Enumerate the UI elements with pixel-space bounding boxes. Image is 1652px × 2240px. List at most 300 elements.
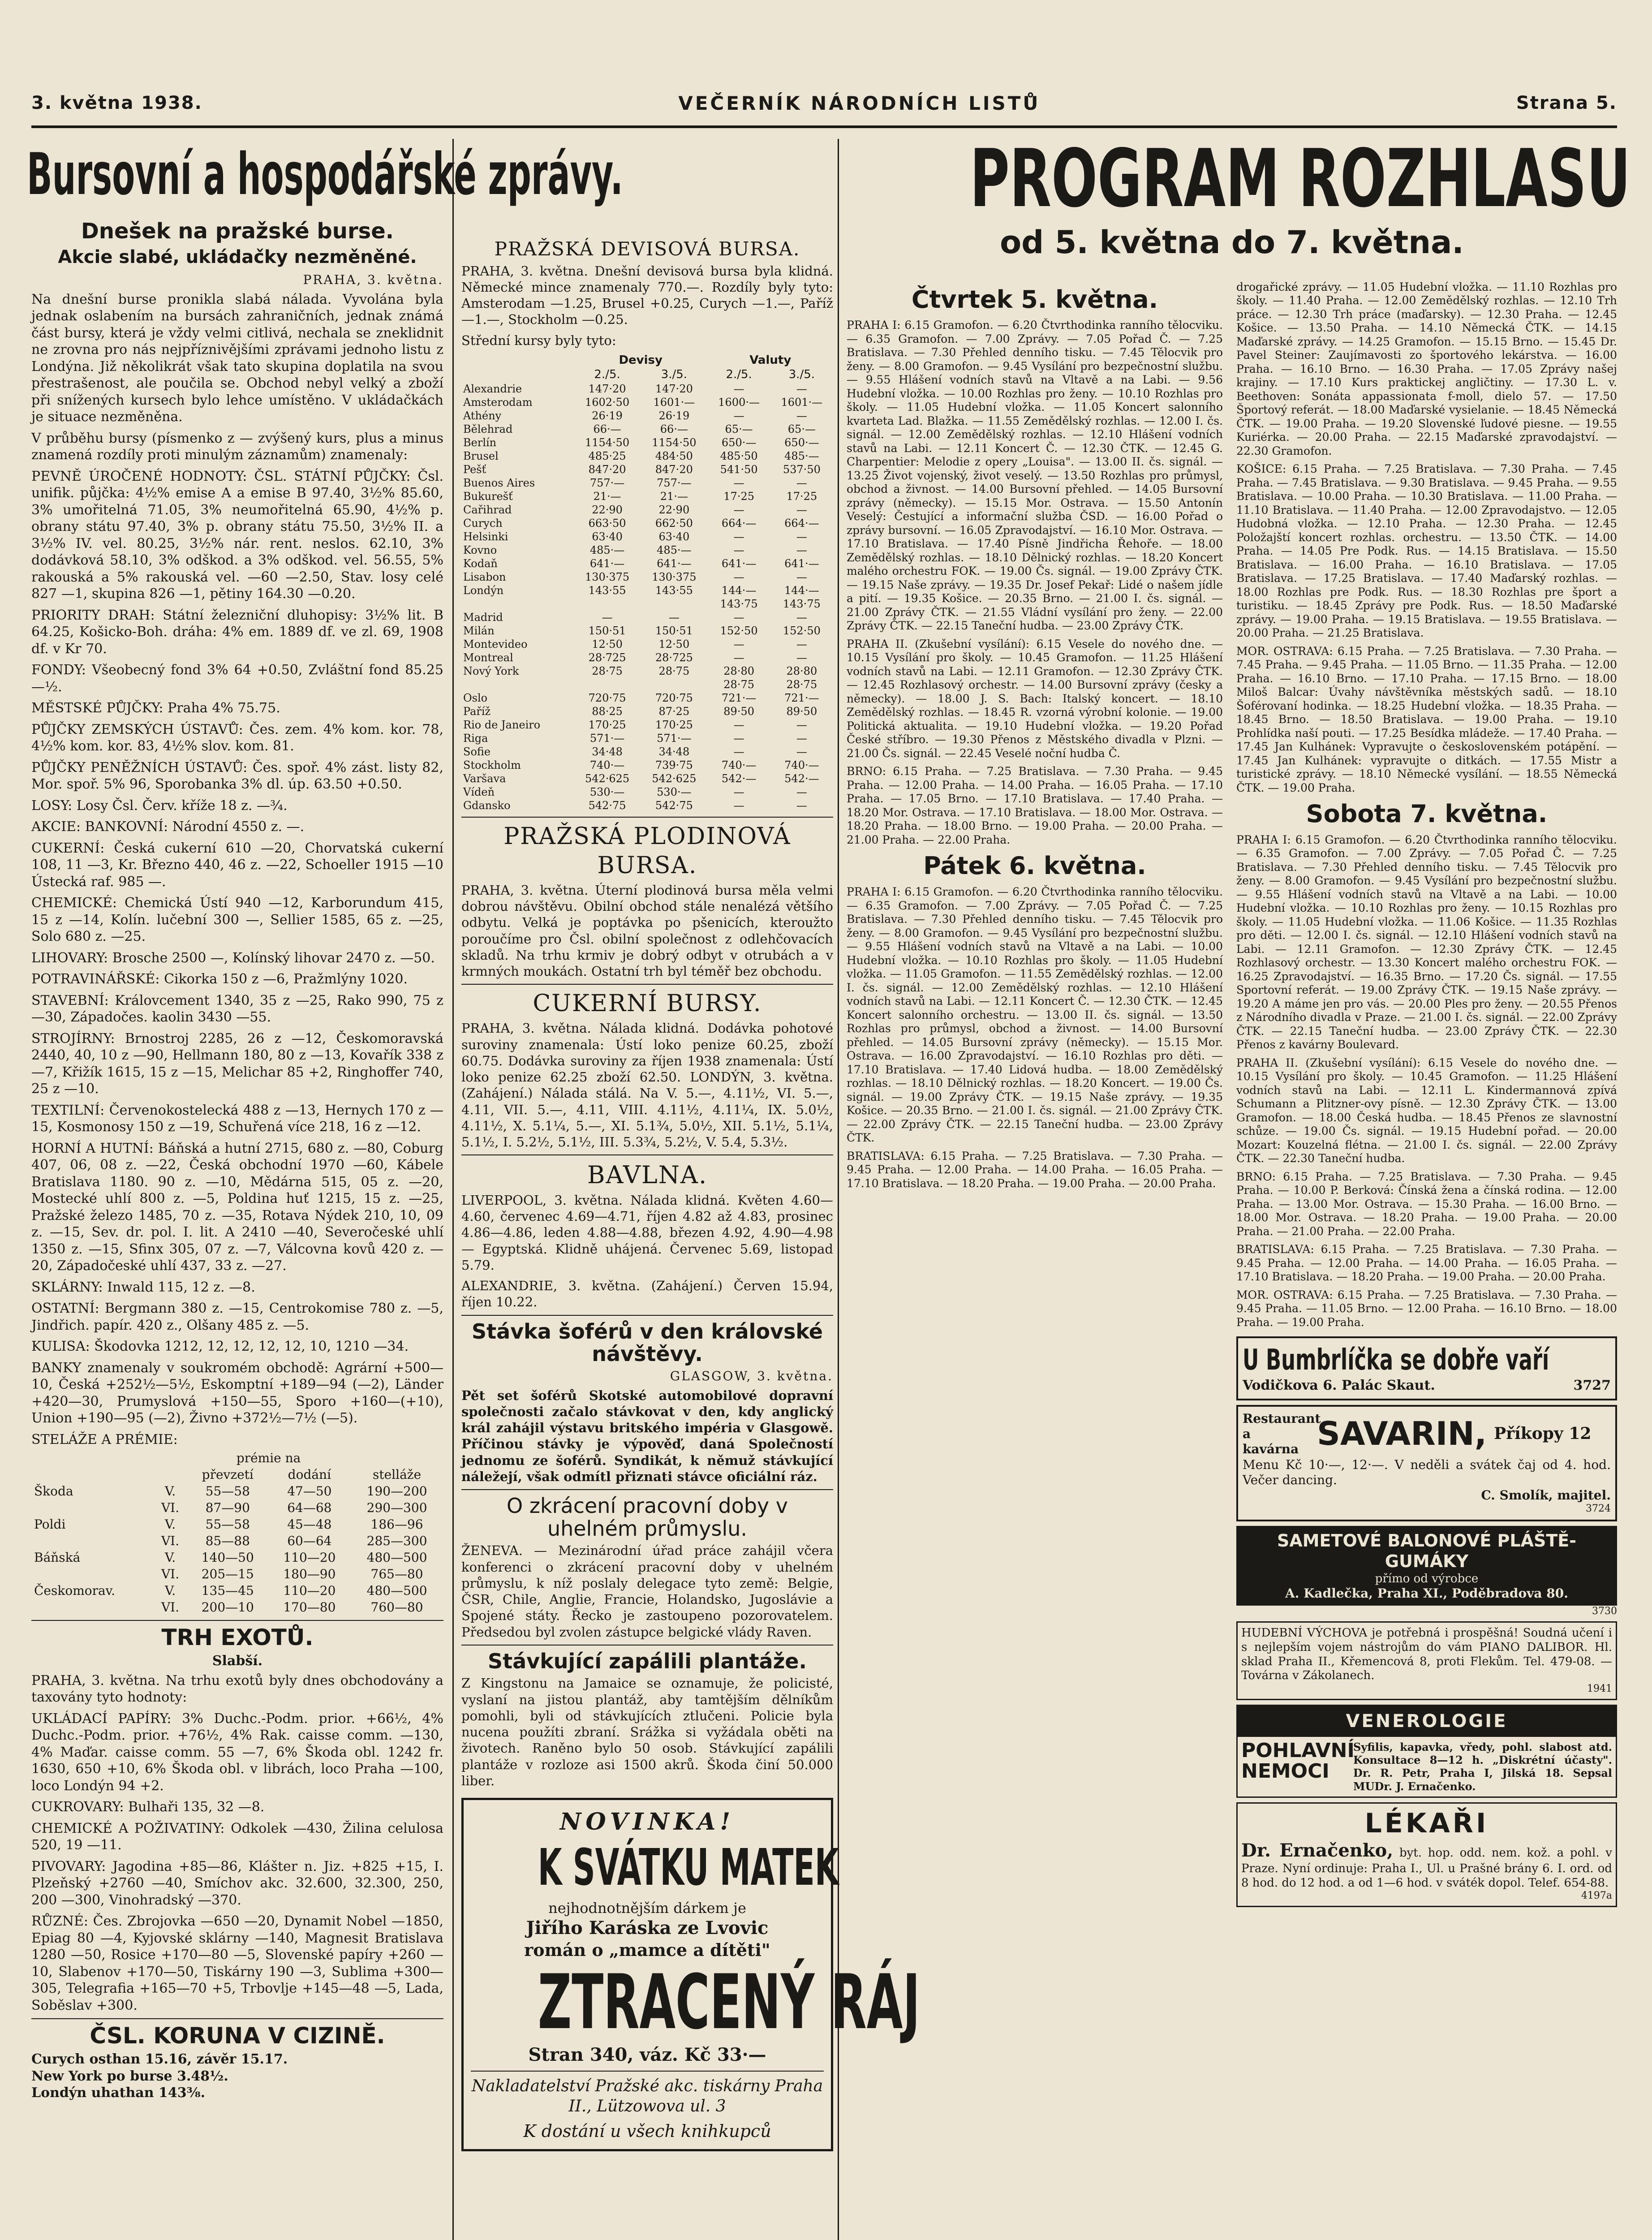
rate-cell: 144·— [784,584,819,597]
plantaze-paragraph: Z Kingstonu na Jamaice se oznamuje, že policisté, vyslaní na jistou plantáž, aby tamtějším dělníkům pomohli, byli od stávkujících ztlučeni. Policie byla nucena použíti zbraní. Srážka si vyžádala oběti na životech. Raněno bylo 50 osob. Stávkující zapálili plantáže v rozloze asi 1500 akrů. Škoda činí 50.000 liber. [461,1676,833,1788]
rate-cell: — [733,651,744,664]
devisy-row [461,664,833,678]
premie-cell: 186—96 [370,1517,423,1532]
rate-cell: 664·— [784,517,819,530]
premie-cell: 200—10 [201,1600,254,1615]
premie-cell: VI. [161,1567,180,1582]
premie-cell [31,1533,154,1549]
rate-cell: 88·25 [592,705,623,718]
premie-cell: 480—500 [366,1550,427,1565]
premie-cell: 290—300 [366,1500,427,1516]
trh-paragraph: RŮZNÉ: Čes. Zbrojovka —650 —20, Dynamit Nobel —1850, Epiag 80 —4, Kyjovské sklárny —140, Magnesit Bratislava 1280 —50, Rosice +170—80 —5, Slovenské papíry +260 —10, Slabenov +170—50, Tiskárny 190 —3, Sublima +300—305, Telegrafia +165—70 +5, Trbovlje +145—48 —5, Lada, Soběslav +300. [31,1913,443,2013]
ad-venerologie [1236,1705,1617,1798]
rate-cell: — [796,732,807,745]
program-subtitle: od 5. května do 7. května. [1000,224,1464,261]
rate-cell: 530·— [589,785,625,798]
trh-subtitle: Slabší. [212,1653,263,1669]
burse-paragraph: Na dnešní burse pronikla slabá nálada. Vyvolána byla jednak oslabením na bursách zahraničních, jednak známá část bursy, která je vždy velmi citlivá, nechala se zneklidnit ne zrovna pro nás nejpříznivějšími zprávami jednoho listu z Londýna. Již několikrát však tato skupina doplatila na svou přestrašenost, ale poučila se. Obchod nebyl velký a zboží při snížených kursech bylo lehce umístěno. V ukládačkách je situace nezměněna. [31,291,443,425]
currency-place: Sofie [463,745,491,758]
rate-cell: 12·50 [658,638,690,650]
rate-cell: — [796,476,807,489]
cukerni-title: CUKERNÍ BURSY. [533,990,762,1017]
rate-cell: 130·375 [585,570,630,583]
devisy-row [461,476,833,490]
zkraceni-title: O zkrácení pracovní doby v uhelném průmyslu. [507,1494,788,1541]
ad-lekari [1236,1802,1617,1907]
rate-cell: 740·— [721,758,757,771]
currency-place: Berlín [463,436,497,449]
program-title: PROGRAM ROZHLASU [970,132,1631,225]
currency-place [461,678,574,691]
rate-cell: 542·75 [588,799,626,812]
premie-cell: Českomorav. [34,1583,116,1598]
date-col: 2./5. [726,368,752,382]
devisy-table [461,353,833,812]
plantaze-title: Stávkující zapálili plantáže. [488,1649,807,1673]
rate-cell: — [796,638,807,650]
rate-cell: 28·725 [655,651,693,664]
rate-cell: 641·— [589,557,625,570]
rate-cell: 28·75 [723,678,754,691]
rate-cell: 66·— [593,422,621,435]
devisy-row [461,772,833,785]
currency-place: Kodaň [463,557,498,570]
premie-cell: Škoda [34,1484,73,1499]
devisy-row [461,449,833,463]
rate-cell: 537·50 [783,463,821,476]
rate-cell: — [733,638,744,650]
burse-paragraph: V průběhu bursy (písmenko z — zvýšený kurs, plus a minus znamená rozdíly proti minulým záznamům) znamenaly: [31,430,443,463]
rate-cell: 1154·50 [585,436,630,449]
rate-cell: — [796,785,807,798]
currency-place: Bělehrad [463,422,513,435]
rate-cell: 143·75 [720,597,758,610]
plodinova-paragraph: PRAHA, 3. května. Úterní plodinová bursa měla velmi dobrou návštěvu. Obilní obchod stále nenalézá většího odbytu. Velká je poptávka po pšenicích, kteroužto poroučíme pro Čsl. obilní společnost z odlehčovacích skladů. Na trhu krmiv je dobrý odbyt v otrubách a v krmných moukách. Ostatní trh byl téměř bez obchodu. [461,882,833,979]
ad-bumbrlicek-addr: Vodičkova 6. Palác Skaut. [1243,1378,1435,1394]
rate-cell: — [796,409,807,422]
rate-cell: 485·25 [588,449,626,462]
trh-title: TRH EXOTŮ. [161,1624,314,1651]
premie-row [31,1533,443,1549]
program-block: BRNO: 6.15 Praha. — 7.25 Bratislava. — 7.30 Praha. — 9.45 Praha. — 10.00 P. Berková: Čínská žena a čínská rodina. — 12.00 Praha. — 13.00 Mor. Ostrava. — 15.30 Praha. — 16.00 Brno. — 18.00 Mor. Ostrava. — 18.20 Praha. — 19.00 Praha. — 20.00 Praha. — 21.00 Praha. — 22.00 Praha. [1236,1170,1617,1238]
rate-cell [641,678,707,691]
premie-cell [31,1499,154,1516]
ad-svatek-matek: K SVÁTKU MATEK [538,1839,839,1897]
premie-cell: 135—45 [201,1583,254,1598]
rate-cell: — [796,570,807,583]
rate-cell: 65·— [787,422,816,435]
rate-cell: 740·— [589,758,625,771]
ad-number: 3724 [1586,1503,1611,1514]
ad-savarin-owner: C. Smolík, majitel. [1481,1487,1611,1503]
rate-cell: 1600·— [718,396,760,409]
currency-place: Vídeň [463,785,495,798]
rate-cell: — [733,476,744,489]
program-block: PRAHA I: 6.15 Gramofon. — 6.20 Čtvrthodinka ranního tělocviku. — 6.35 Gramofon. — 7.00 Zprávy. — 7.05 Pořad Č. — 7.25 Bratislava. — 7.30 Přehled denního tisku. — 7.45 Tělocvik pro ženy. — 8.00 Gramofon. — 9.45 Vysílání pro bezpečnostní službu. — 9.55 Hlášení vodních stavů na Vltavě a na Labi. — 10.00 Hudební vložka. — 10.10 Rozhlas pro ženy. — 10.15 Rozhlas pro školy. — 11.05 Hudební vložka. — 11.06 Košice. — 11.35 Rozhlas pro děti. — 12.00 I. čs. signál. — 12.10 Hlášení vodních stavů na Labi. — 12.11 Gramofon. — 12.30 Zprávy ČTK. — 12.45 Rozhlasový orchestr. — 13.30 Koncert malého orchestru FOK. — 16.25 Zpravodajství. — 16.35 Brno. — 17.20 Čs. signál. — 17.55 Sportovní referát. — 19.00 Zprávy ČTK. — 19.15 Naše zprávy. — 19.20 A máme jen pro vás. — 20.00 Ples pro ženy. — 20.55 Přenos z Národního divadla v Praze. — 21.00 I. čs. signál. — 22.00 Zprávy ČTK. — 22.15 Taneční hudba. — 23.00 Zprávy ČTK. — 22.30 Přenos z kavárny Boulevard. [1236,833,1617,1051]
ad-savarin-label: Restaurant a kavárna [1243,1411,1321,1457]
rate-cell: 662·50 [655,517,693,530]
rate-cell: 144·— [721,584,757,597]
rate-cell: — [668,611,680,624]
ad-lekari-title: LÉKAŘI [1364,1807,1489,1839]
rate-cell: 89·50 [786,705,817,718]
currency-place: Stockholm [463,758,521,771]
rate-cell: 530·— [657,785,692,798]
currency-place: Cařihrad [463,503,512,516]
currency-place: Montreal [463,651,513,664]
currency-place: Curych [463,517,503,530]
ad-savarin-name: SAVARIN, [1317,1415,1487,1453]
burse-paragraph: OSTATNÍ: Bergmann 380 z. —15, Centrokomise 780 z. —5, Jindřich. papír. 420 z., Olšany 485 z. —5. [31,1301,443,1333]
rate-cell: — [733,503,744,516]
currency-place: Paříž [463,705,491,718]
rate-cell [641,597,707,611]
trh-paragraph: PIVOVARY: Jagodina +85—86, Klášter n. Jiz. +825 +15, I. Plzeňský +2760 —40, Smíchov akc. 32.600, 32.300, 250, 200 —300, Vinohradský —370. [31,1858,443,1908]
bursovni-banner: Bursovní a hospodářské zprávy. [27,141,623,208]
rate-cell: — [796,382,807,395]
ad-number: 4197a [1581,1890,1612,1902]
ad-venerologie-left: POHLAVNÍ NEMOCI [1241,1739,1355,1783]
ad-plaste-addr: A. Kadlečka, Praha XI., Poděbradova 80. [1285,1586,1569,1601]
rate-cell: 1601·— [653,396,695,409]
ad-gift-line: nejhodnotnějším dárkem je [548,1900,746,1917]
burse-paragraph: FONDY: Všeobecný fond 3% 64 +0.50, Zvláštní fond 85.25 —½. [31,662,443,695]
burse-paragraph: SKLÁRNY: Inwald 115, 12 z. —8. [31,1279,255,1295]
burse-subtitle: Akcie slabé, ukládačky nezměněné. [58,246,417,267]
currency-place: Lisabon [463,570,506,583]
rate-cell: 34·48 [592,745,623,758]
currency-place: Milán [463,624,495,637]
program-block: MOR. OSTRAVA: 6.15 Praha. — 7.25 Bratislava. — 7.30 Praha. — 7.45 Praha. — 9.45 Praha. — 11.05 Brno. — 11.35 Praha. — 12.00 Praha. — 16.10 Brno. — 17.10 Praha. — 17.15 Brno. — 18.00 Miloš Balcar: Úvahy návštěvníka městských sadů. — 18.10 Šoférovaní hodinka. — 18.25 Hudební vložka. — 18.35 Praha. — 18.45 Brno. — 18.50 Bratislava. — 19.00 Praha. — 19.10 Prohlídka naší pouti. — 17.25 Besídka mládeže. — 17.40 Praha. — 17.45 Jan Kulhánek: Vypravujte o československém potápění. — 17.45 Jan Kulhánek: vypravujte o ditkách. — 17.55 Mistr a turistické zprávy. — 18.10 Německé vysílání. — 18.55 Německá ČTK. — 19.00 Praha. [1236,644,1617,794]
rate-cell: 170·25 [588,718,626,731]
devisy-header: Devisy [619,353,663,367]
premie-cell: 760—80 [370,1600,423,1615]
devisy-row [461,678,833,691]
premie-row [31,1516,443,1533]
zkraceni-paragraph: ŽENEVA. — Mezinárodní úřad práce zahájil včera konferenci o zkrácení pracovní doby v uhelném průmyslu, k níž poslaly delegace tyto země: Belgie, ČSR, Chile, Anglie, Francie, Holandsko, Jugoslávie a Spojené státy. Řecko je zastoupeno pozorovatelem. Předsedou byl zvolen zástupce belgické vlády Raven. [461,1543,833,1640]
premie-row [31,1483,443,1499]
premie-cell: 55—58 [205,1484,250,1499]
rate-cell: 571·— [657,732,692,745]
rate-cell: 757·— [657,476,692,489]
devisy-row [461,463,833,476]
burse-paragraph: STROJÍRNY: Brnostroj 2285, 26 z —12, Českomoravská 2440, 40, 10 z —90, Hellmann 180, 80 z —13, Kovařík 338 z —7, Křižík 1615, 15 z —15, Melichar 85 +2, Ringhoffer 740, 25 z —10. [31,1030,443,1097]
date-col: 2./5. [594,368,620,382]
burse-paragraph: HORNÍ A HUTNÍ: Báňská a hutní 2715, 680 z. —80, Coburg 407, 06, 08 z. —22, Česká obchodní 1970 —60, Kábele Bratislava 1180. 90 z. —10, Mědárna 515, 05 z. —20, Mostecké uhlí 800 z. —5, Poldina huť 1215, 15 z. —25, Pražské železo 1485, 70 z. —35, Rotava Nýdek 210, 10, 09 z. —15, Sev. dr. pol. I. lit. A 2410 —40, Severočeské uhlí 1350 z. —15, Sfinx 305, 07 z. —7, Válcovna kovů 420 z. —20, Západočeské uhlí 437, 33 z. —27. [31,1140,443,1274]
rate-cell: 1602·50 [585,396,630,409]
currency-place: Amsterodam [463,396,533,409]
stavka-paragraph: Pět set šoférů Skotské automobilové dopravní společnosti začalo stávkovat v den, kdy anglický král zahájil výstavu britského impéria v Glasgowě. Příčinou stávky je výpověď, daná Společností jednomu ze šoférů. Syndikát, k němuž stávkující náležejí, však odmítl přiznati stávce oficiální ráz. [461,1387,833,1484]
rate-cell: 130·375 [652,570,697,583]
ad-venerologie-title: VENEROLOGIE [1238,1706,1616,1737]
premie-cell: 170—80 [283,1600,336,1615]
ad-savarin-menu: Menu Kč 10·—, 12·—. V neděli a svátek čaj od 4. hod. Večer dancing. [1243,1457,1611,1487]
burse-dateline: PRAHA, 3. května. [303,272,443,287]
devisy-row [461,382,833,396]
koruna-line: Curych osthan 15.16, závěr 15.17. [31,2051,288,2068]
devisy-row [461,745,833,758]
rate-cell: 739·75 [655,758,693,771]
devisy-row [461,718,833,732]
ad-plaste [1236,1526,1617,1606]
ad-price: Stran 340, váz. Kč 33·— [528,2044,766,2065]
bavlna-title: BAVLNA. [587,1161,708,1189]
masthead [31,90,1617,116]
ad-availability: K dostání u všech knihkupců [523,2121,771,2141]
currency-place: Varšava [463,772,506,785]
currency-place: Montevideo [463,638,528,650]
date-col: 3./5. [788,368,815,382]
devisy-row [461,758,833,772]
paper-name: VEČERNÍK NÁRODNÍCH LISTŮ [678,92,1041,114]
cukerni-paragraph: PRAHA, 3. května. Nálada klidná. Dodávka pohotové suroviny znamenala: Ústí loko penize 60.25, zboží 60.75. Dodávka suroviny za říjen 1938 znamenala: Ústí loko penize 62.25 zboží 62.50. LONDÝN, 3. května. (Zahájení.) Nálada stálá. Na V. 5.—, 4.11½, VI. 5.—, 4.11, VII. 5.—, 4.11, VIII. 4.11½, 4.11¼, IX. 5.0½, 4.11½, X. 5.1¼, 5.—, XI. 5.1¾, 5.0½, XII. 5.1½, 5.1¼, 5.1½, I. 5.2½, 5.1½, III. 5.3¾, 5.2½, V. 5.4, 5.3½. [461,1021,833,1150]
program-block: KOŠICE: 6.15 Praha. — 7.25 Bratislava. — 7.30 Praha. — 7.45 Praha. — 7.45 Bratislava. — 9.30 Bratislava. — 9.45 Praha. — 9.55 Bratislava. — 10.00 Praha. — 10.30 Bratislava. — 11.00 Praha. — 11.10 Bratislava. — 11.40 Praha. — 12.00 Zpravodajstvo. — 12.05 Hudobná vložka. — 12.10 Praha. — 12.30 Praha. — 12.45 Položajští koncert rozhlas. orchestru. — 13.50 ČTK. — 14.00 Praha. — 14.05 Pre Podk. Rus. — 14.15 Bratislava. — 15.50 Bratislava. — 16.00 Praha. — 16.10 Bratislava. — 17.05 Bratislava. — 17.25 Bratislava. — 17.40 Maďarský rozhlas. — 18.00 Rozhlas pre Podk. Rus. — 18.30 Rozhlas pre šport a turistiku. — 18.45 Zprávy pre Podk. Rus. — 18.50 Maďarské zprávy. — 19.00 Praha. — 19.15 Bratislava. — 19.55 Bratislava. — 20.00 Praha. — 21.25 Bratislava. [1236,462,1617,639]
rate-cell: 143·55 [655,584,693,597]
rate-cell: 28·80 [786,664,817,677]
rate-cell: 641·— [721,557,757,570]
page-number: Strana 5. [1516,93,1617,113]
devisy-row [461,503,833,517]
premie-cell: 47—50 [287,1484,332,1499]
currency-place: Nový York [463,664,519,677]
ad-publisher: Nakladatelství Pražské akc. tiskárny Praha II., Lützowova ul. 3 [471,2076,823,2115]
rate-cell: — [733,718,744,731]
premie-cell: Poldi [34,1517,66,1532]
rate-cell: 152·50 [783,624,821,637]
koruna-line: Londýn uhathan 143⅜. [31,2085,206,2101]
rate-cell: — [733,745,744,758]
ad-plaste-title: SAMETOVÉ BALONOVÉ PLÁŠTĚ-GUMÁKY [1277,1530,1577,1572]
rate-cell: 28·725 [588,651,626,664]
rate-cell: 63·40 [658,530,690,543]
rate-cell: — [733,382,744,395]
burse-paragraph: LOSY: Losy Čsl. Červ. kříže 18 z. —¾. [31,797,288,814]
day-saturday: Sobota 7. května. [1306,800,1548,828]
burse-paragraph: PEVNĚ ÚROČENÉ HODNOTY: ČSL. STÁTNÍ PŮJČKY: Čsl. unifik. půjčka: 4½% emise A a emise B 97.40, 3½% 85.60, 3% umořitelná 71.05, 3% neumořitelná 65.90, 4½% p. obrany státu 97.40, 3% p. obrany státu 75.50, 3½% II. a 3½% IV. vel. 80.25, 3½% nár. rent. neslos. 62.10, 3% dodávková 58.10, 3% odškod. a 3% odškod. vel. 56.55, 5% rakouská a 5% rakouská vel. —60 —2.50, Stav. losy celé 827 —1, skupina 826 —1, pětiny 164.30 —0.20. [31,468,443,602]
rate-cell: 485·— [589,543,625,556]
burse-paragraph: MĚSTSKÉ PŮJČKY: Praha 4% 75.75. [31,700,280,716]
currency-place: Alexandrie [463,382,522,395]
rate-cell: — [796,745,807,758]
koruna-title: ČSL. KORUNA V CIZINĚ. [90,2023,385,2049]
rate-cell: 143·75 [783,597,821,610]
rate-cell: 87·25 [658,705,690,718]
rate-cell: 89·50 [723,705,754,718]
devisy-row [461,436,833,449]
currency-place: Oslo [463,691,488,704]
currency-place: Helsinki [463,530,508,543]
devisy-row [461,557,833,570]
currency-place: Athény [463,409,502,422]
date-col: 3./5. [661,368,688,382]
rate-cell: — [733,611,744,624]
trh-paragraph: CHEMICKÉ A POŽIVATINY: Odkolek —430, Žilina celulosa 520, 19 —11. [31,1820,443,1853]
ad-savarin-addr: Příkopy 12 [1494,1424,1592,1443]
rate-cell: 170·25 [655,718,693,731]
rate-cell: 26·19 [658,409,690,422]
rate-cell: 26·19 [592,409,623,422]
rate-cell: 143·55 [588,584,626,597]
burse-paragraph: STAVEBNÍ: Královcement 1340, 35 z —25, Rako 990, 75 z —30, Západočes. kaolin 3430 —55. [31,992,443,1025]
program-block: PRAHA I: 6.15 Gramofon. — 6.20 Čtvrthodinka ranního tělocviku. — 6.35 Gramofon. — 7.00 Zprávy. — 7.05 Pořad Č. — 7.25 Bratislava. — 7.30 Přehled denního tisku. — 7.45 Tělocvik pro ženy. — 8.00 Gramofon. — 9.45 Vysílání pro bezpečnostní službu. — 9.55 Hlášení vodních stavů na Vltavě a na Labi. — 9.56 Hudební vložka. — 10.00 Rozhlas pro ženy. — 10.10 Rozhlas pro školy. — 11.05 Hudební vložka. — 11.05 Koncert salonního kvarteta Lad. Blažka. — 11.55 Zemědělský rozhlas. — 12.00 I. čs. signál. — 12.00 Zemědělský rozhlas. — 12.10 Hlášení vodních stavů na Labi. — 12.11 Koncert Č. — 12.30 ČTK. — 12.45 G. Charpentier: Melodie z opery „Louisa". — 13.00 II. čs. signál. — 13.25 Život vojenský, život veselý. — 13.50 Rozhlas pro průmysl, obchod a živnost. — 14.00 Bursovní přehled. — 14.05 Bursovní zprávy (německy). — 15.15 Mor. Ostrava. — 15.50 Antonín Veselý: Čestující a informační služba ČSD. — 16.00 Pořad o zprávy bursovní. — 16.05 Zpravodajství. — 16.10 Mor. Ostrava. — 17.10 Bratislava. — 17.40 Písně Jindřicha Řehoře. — 18.00 Zemědělský rozhlas. — 18.10 Dělnický rozhlas. — 18.20 Koncert malého orchestru FOK. — 19.00 Čs. signál. — 19.00 Zprávy ČTK. — 19.15 Naše zprávy. — 19.35 Dr. Josef Pekař: Lidé o našem jídle a pití. — 19.35 Košice. — 20.35 Brno. — 21.00 I. čs. signál. — 21.00 Zprávy ČTK. — 21.55 Vládní vysílání pro ženy. — 22.00 Zprávy ČTK. — 22.15 Taneční hudba. — 23.00 Zprávy ČTK. [847,319,1223,633]
ad-venerologie-text: Syfilis, kapavka, vředy, pohl. slabost atd. Konsultace 8—12 h. „Diskrétní účasty". Dr. R. Petr, Praha I, Jilská 18. Sepsal MUDr. J. Ernačenko. [1353,1740,1612,1793]
devisy-row [461,530,833,543]
premie-cell: 110—20 [283,1583,336,1598]
plodinova-title: PRAŽSKÁ PLODINOVÁ BURSA. [503,823,791,879]
premie-cell: 190—200 [366,1484,427,1499]
premie-col: převzetí [202,1467,254,1482]
rate-cell: — [602,611,613,624]
ad-bumbrlicek-title: U Bumbrlíčka se dobře vaří [1243,1344,1549,1377]
valuty-header: Valuty [749,353,792,367]
program-block: PRAHA II. (Zkušební vysílání): 6.15 Vesele do nového dne. — 10.15 Vysílání pro školy. — 10.45 Gramofon. — 11.25 Hlášení vodních stavů na Labi. — 12.11 Gramofon. — 12.30 Zprávy ČTK. — 12.45 Rozhlasový orchestr. — 14.00 Bursovní zprávy (česky a německy). — 18.00 J. S. Bach: Italský koncert. — 18.10 Zemědělský rozhlas. — 18.45 R. vzorná výrobní kolonie. — 19.00 Politická aktualita. — 19.10 Hudební vložka. — 19.20 Pořad České stříbro. — 19.30 Přenos z Městského divadla v Plzni. — 21.00 Čs. signál. — 22.45 Veselé noční hudba Č. [847,637,1223,760]
trh-paragraph: CUKROVARY: Bulhaři 135, 32 —8. [31,1799,265,1815]
burse-paragraph: LIHOVARY: Brosche 2500 —, Kolínský lihovar 2470 z. —50. [31,950,435,966]
rate-cell: 150·51 [655,624,693,637]
premie-cell: VI. [161,1600,180,1615]
stavka-title: Stávka šoférů v den královské návštěvy. [472,1319,823,1366]
program-column-2 [1236,280,1617,1908]
issue-date: 3. května 1938. [31,93,202,113]
devisy-row [461,732,833,745]
ad-lekari-name: Dr. Ernačenko, [1241,1839,1394,1861]
rate-cell: — [733,799,744,812]
rate-cell: — [733,570,744,583]
rate-cell: 21·— [593,490,621,503]
premie-cell: 480—500 [366,1583,427,1598]
rate-cell: 650·— [784,436,819,449]
rate-cell: — [733,543,744,556]
devisova-paragraph: PRAHA, 3. května. Dnešní devisová bursa byla klidná. Německé mince znamenaly 770.—. Rozdíly byly tyto: Amsterodam —1.25, Brusel +0.25, Curych —1.—, Paříž —1.—, Stockholm —0.25. [461,263,833,327]
premie-cell: 87—90 [205,1500,250,1516]
rate-cell: 650·— [721,436,757,449]
rate-cell: 147·20 [588,382,626,395]
premie-row [31,1566,443,1582]
rate-cell: 641·— [657,557,692,570]
premie-cell: 64—68 [287,1500,332,1516]
premie-header: prémie na [236,1451,301,1466]
rate-cell: 485·— [657,543,692,556]
currency-place: Brusel [463,449,499,462]
burse-paragraph: KULISA: Škodovka 1212, 12, 12, 12, 12, 10, 1210 —34. [31,1339,409,1355]
ad-savarin [1236,1405,1617,1521]
bavlna-paragraph: ALEXANDRIE, 3. května. (Zahájení.) Červen 15.94, říjen 10.22. [461,1278,833,1310]
program-block: drogařické zprávy. — 11.05 Hudební vložka. — 11.10 Rozhlas pro školy. — 11.40 Praha. — 12.00 Zemědělský rozhlas. — 12.10 Trh práce. — 12.30 Trh práce (maďarsky). — 12.30 Praha. — 12.45 Košice. — 13.50 Praha. — 14.10 Německá ČTK. — 14.15 Maďarské zprávy. — 14.25 Gramofon. — 15.15 Brno. — 15.45 Dr. Pavel Steiner: Zaujímavosti zo športového lekárstva. — 16.00 Praha. — 16.10 Brno. — 16.30 Praha. — 17.05 Zprávy našej krajiny. — 17.10 Kurs praktickej angličtiny. — 17.30 L. v. Beethoven: Sonáta appassionata f-moll, dielo 57. — 17.50 Športový referát. — 18.00 Maďarské vysielanie. — 18.45 Německá ČTK. — 19.00 Praha. — 19.20 Slovenské ľudové piesne. — 19.55 Kuriérka. — 20.00 Praha. — 22.15 Maďarské zpravodajství. — 22.30 Gramofon. [1236,280,1617,457]
devisy-row [461,785,833,799]
newspaper-page [27,18,1631,2240]
rate-cell: 663·50 [588,517,626,530]
rate-cell: 485·50 [720,449,758,462]
currency-place: Gdansko [463,799,511,812]
rate-cell: 740·— [784,758,819,771]
currency-place: Londýn [463,584,504,597]
ad-number: 3727 [1573,1378,1611,1394]
rate-cell: 1154·50 [652,436,697,449]
premie-col: dodání [288,1467,331,1482]
program-block: MOR. OSTRAVA: 6.15 Praha. — 7.25 Bratislava. — 7.30 Praha. — 9.45 Praha. — 11.05 Brno. — 12.00 Praha. — 16.10 Brno. — 18.00 Praha. — 19.00 Praha. [1236,1288,1617,1329]
ad-number: 3730 [1592,1606,1617,1617]
devisy-row [461,517,833,530]
rate-cell: 664·— [721,517,757,530]
ad-hudebni [1236,1621,1617,1700]
premie-cell: 180—90 [283,1567,336,1582]
program-block: PRAHA I: 6.15 Gramofon. — 6.20 Čtvrthodinka ranního tělocviku. — 6.35 Gramofon. — 7.00 Zprávy. — 7.05 Pořad Č. — 7.25 Bratislava. — 7.30 Přehled denního tisku. — 7.45 Tělocvik pro ženy. — 8.00 Gramofon. — 9.45 Vysílání pro bezpečnostní službu. — 9.55 Hlášení vodních stavů na Vltavě a na Labi. — 10.00 Hudební vložka. — 10.10 Rozhlas pro školy. — 11.05 Hudební vložka. — 11.05 Gramofon. — 11.55 Zemědělský rozhlas. — 12.00 I. čs. signál. — 12.00 Zemědělský rozhlas. — 12.10 Hlášení vodních stavů na Labi. — 12.11 Koncert Č. — 12.30 ČTK. — 12.45 Koncert salonního orchestru. — 13.00 II. čs. signál. — 13.50 Rozhlas pro průmysl, obchod a živnost. — 14.00 Bursovní přehled. — 14.05 Bursovní zprávy (německy). — 15.15 Mor. Ostrava. — 16.00 Zpravodajství. — 16.10 Rozhlas pro děti. — 17.10 Bratislava. — 17.40 Lidová hudba. — 18.00 Zemědělský rozhlas. — 18.10 Dělnický rozhlas. — 18.20 Koncert. — 19.00 Čs. signál. — 19.00 Zprávy ČTK. — 19.15 Naše zprávy. — 19.35 Košice. — 20.35 Brno. — 21.00 I. čs. signál. — 21.00 Zprávy ČTK. — 22.00 Zprávy ČTK. — 22.15 Taneční hudba. — 23.00 Zprávy ČTK. [847,885,1223,1145]
premie-cell: VI. [161,1534,180,1549]
currency-place [461,597,574,611]
rate-cell: 641·— [784,557,819,570]
ad-roman: román o „mamce a dítěti" [524,1940,770,1960]
program-column-1 [847,280,1223,1908]
rate-cell: 542·625 [652,772,697,785]
ad-lekari-text: byt. hop. odd. nem. kož. a pohl. v Praze. Nyní ordinuje: Praha I., Ul. u Prašné brány 6. I. ord. od 8 hod. do 12 hod. a od 1—6 hod. v sváték dopol. Telef. 654-88. [1241,1846,1612,1890]
rate-cell: 147·20 [655,382,693,395]
rate-cell: 484·50 [655,449,693,462]
rate-cell: — [796,611,807,624]
rate-cell: 22·90 [658,503,690,516]
currency-place: Buenos Aires [463,476,535,489]
premie-heading: STELÁŽE A PRÉMIE: [31,1431,178,1447]
rate-cell: — [733,785,744,798]
premie-cell: 45—48 [287,1517,332,1532]
devisy-row [461,799,833,812]
ad-bumbrlicek [1236,1336,1617,1400]
stavka-dateline: GLASGOW, 3. května. [670,1368,833,1383]
devisy-row [461,597,833,611]
premie-row [31,1599,443,1615]
trh-paragraph: UKLÁDACÍ PAPÍRY: 3% Duchc.-Podm. prior. +66½, 4% Duchc.-Podm. prior. +76½, 4% Rak. caisse comm. —130, 4% Maďar. caisse comm. 55 —7, 6% Škoda obl. 1242 fr. 1630, 650 +10, 6% Škoda obl. v librách, loco Praha —100, loco Londýn 94 +2. [31,1710,443,1794]
burse-paragraph: AKCIE: BANKOVNÍ: Národní 4550 z. —. [31,819,305,835]
devisy-row [461,705,833,718]
premie-cell: 55—58 [205,1517,250,1532]
rate-cell: 1601·— [781,396,823,409]
premie-cell: 110—20 [283,1550,336,1565]
devisy-row [461,396,833,409]
rate-cell: 720·75 [588,691,626,704]
premie-cell: V. [164,1484,176,1499]
koruna-line: New York po burse 3.48½. [31,2068,228,2084]
day-thursday: Čtvrtek 5. května. [911,285,1158,314]
currency-place: Riga [463,732,488,745]
premie-cell: 85—88 [205,1534,250,1549]
burse-paragraph: CUKERNÍ: Česká cukerní 610 —20, Chorvatská cukerní 108, 11 —3, Kr. Březno 440, 46 z. —22, Schoeller 1915 —10 Ústecká raf. 985 —. [31,840,443,890]
day-friday: Pátek 6. května. [923,852,1146,880]
rate-cell: 34·48 [658,745,690,758]
rate-cell: 17·25 [786,490,817,503]
burse-paragraph: TEXTILNÍ: Červenokostelecká 488 z —13, Hernych 170 z —15, Kosmonosy 150 z —19, Schuřená více 218, 16 z —12. [31,1102,443,1135]
burse-paragraph: PŮJČKY PENĚŽNÍCH ÚSTAVŮ: Čes. spoř. 4% zást. listy 82, Mor. spoř. 5% 96, Sporobanka 3% dl. úp. 63.50 +0.50. [31,759,443,793]
burse-paragraph: PRIORITY DRAH: Státní železniční dluhopisy: 3½% lit. B 64.25, Košicko-Boh. dráha: 4% em. 1889 df. ve zl. 69, 1908 df. v Kr 70. [31,607,443,657]
rate-cell: 28·80 [723,664,754,677]
currency-place: Bukurešť [463,490,513,503]
rate-cell: 847·20 [655,463,693,476]
rate-cell [574,597,641,611]
rate-cell: 63·40 [592,530,623,543]
premie-table [31,1450,443,1615]
rate-cell: — [796,651,807,664]
premie-cell: 285—300 [366,1534,427,1549]
currency-place: Pešť [463,463,486,476]
devisy-row [461,409,833,422]
premie-cell: 765—80 [370,1567,423,1582]
premie-cell: V. [164,1550,176,1565]
masthead-rule [31,125,1617,128]
premie-row [31,1582,443,1599]
rate-cell: 757·— [589,476,625,489]
rate-cell: 542·— [784,772,819,785]
devisy-row [461,584,833,597]
premie-row [31,1499,443,1516]
ad-number: 1941 [1587,1683,1612,1695]
